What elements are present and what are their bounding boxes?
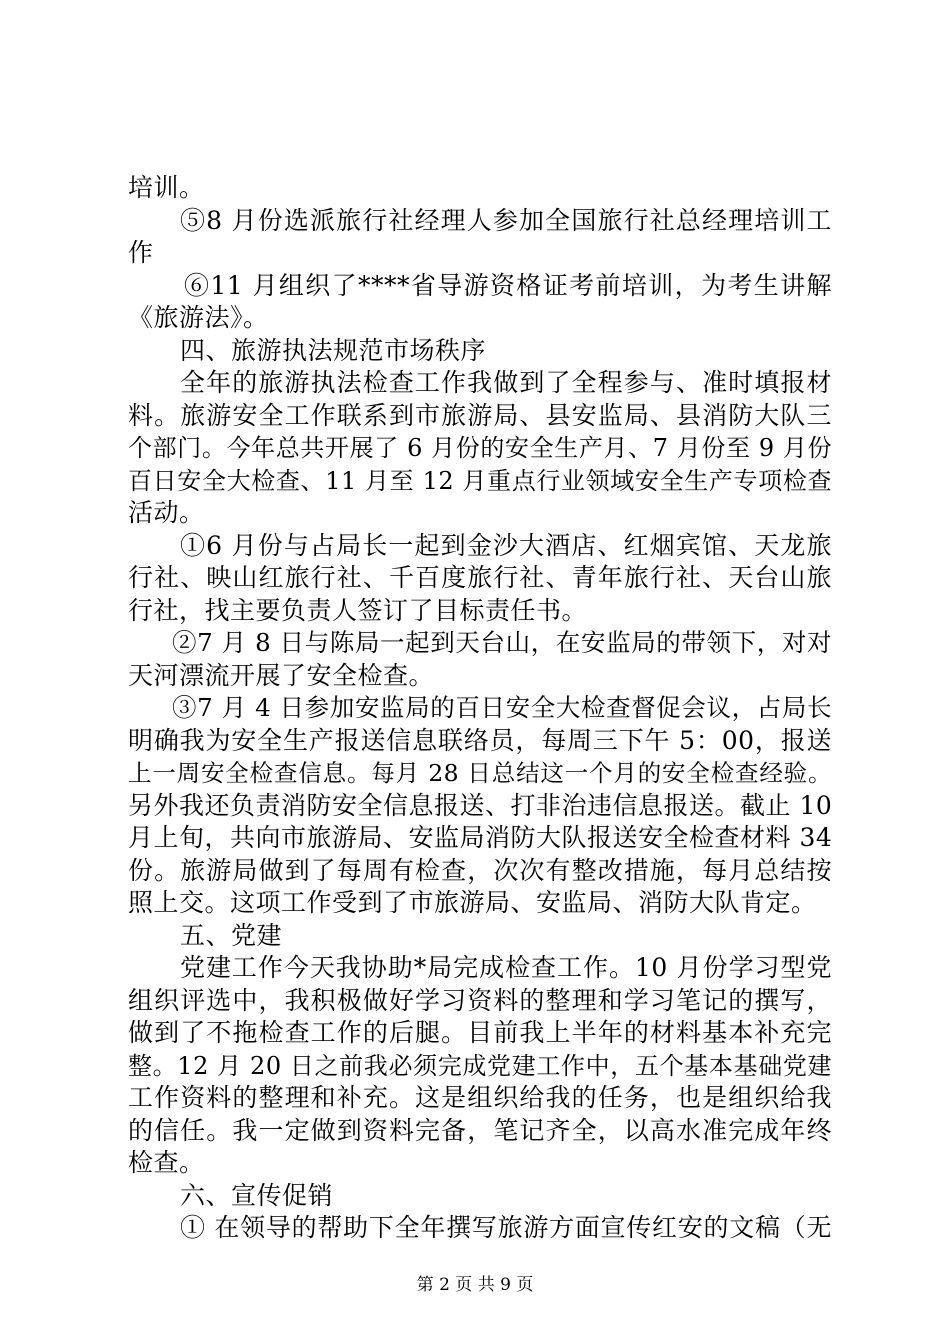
text-line: 个部门。今年总共开展了 6 月份的安全生产月、7 月份至 9 月份: [128, 434, 832, 462]
text-line: 全年的旅游执法检查工作我做到了全程参与、准时填报材: [180, 368, 832, 397]
text-line: 《旅游法》。: [128, 303, 269, 332]
text-line: 检查。: [128, 1148, 205, 1177]
text-line: 活动。: [128, 498, 205, 527]
text-line: 的信任。我一定做到资料完备，笔记齐全，以高水准完成年终: [128, 1115, 832, 1145]
text-line: 份。旅游局做到了每周有检查，次次有整改措施，每月总结按: [128, 855, 832, 885]
text-line: 月上旬，共向市旅游局、安监局消防大队报送安全检查材料 34: [128, 823, 833, 852]
text-line: ③7 月 4 日参加安监局的百日安全大检查督促会议，占局长: [172, 693, 832, 722]
text-line: 作: [128, 238, 154, 267]
text-line: 明确我为安全生产报送信息联络员，每周三下午 5：00，报送: [128, 725, 832, 755]
text-line: 整。12 月 20 日之前我必须完成党建工作中，五个基本基础党建: [128, 1051, 832, 1080]
text-line: ⑥11 月组织了****省导游资格证考前培训，为考生讲解: [184, 270, 832, 300]
text-line: 照上交。这项工作受到了市旅游局、安监局、消防大队肯定。: [128, 888, 817, 917]
text-line: 组织评选中，我积极做好学习资料的整理和学习笔记的撰写，: [128, 985, 832, 1015]
text-line: ②7 月 8 日与陈局一起到天台山，在安监局的带领下，对对: [172, 628, 832, 657]
text-line: 五、党建: [180, 920, 283, 950]
text-line: 天河漂流开展了安全检查。: [128, 660, 435, 690]
text-line: ① 在领导的帮助下全年撰写旅游方面宣传红安的文稿（无: [180, 1213, 832, 1242]
text-line: 百日安全大检查、11 月至 12 月重点行业领域安全生产专项检查: [128, 466, 832, 495]
text-line: 行社，找主要负责人签订了目标责任书。: [128, 595, 588, 625]
text-line: 党建工作今天我协助*局完成检查工作。10 月份学习型党: [180, 953, 832, 982]
text-line: 料。旅游安全工作联系到市旅游局、县安监局、县消防大队三: [128, 400, 832, 430]
text-line: 六、宣传促销: [180, 1180, 334, 1210]
text-line: ⑤8 月份选派旅行社经理人参加全国旅行社总经理培训工: [180, 205, 832, 235]
text-line: 工作资料的整理和补充。这是组织给我的任务，也是组织给我: [128, 1083, 832, 1112]
text-line: 另外我还负责消防安全信息报送、打非治违信息报送。截止 10: [128, 790, 833, 820]
text-line: 上一周安全检查信息。每月 28 日总结这一个月的安全检查经验。: [128, 759, 832, 787]
text-line: 做到了不拖检查工作的后腿。目前我上半年的材料基本补充完: [128, 1018, 832, 1047]
page-footer: 第 2 页 共 9 页: [416, 1275, 534, 1295]
text-line: 行社、映山红旅行社、千百度旅行社、青年旅行社、天台山旅: [128, 563, 832, 592]
text-line: 培训。: [128, 173, 205, 202]
document-body: [128, 172, 832, 1245]
text-line: ①6 月份与占局长一起到金沙大酒店、红烟宾馆、天龙旅: [180, 530, 832, 560]
text-line: 四、旅游执法规范市场秩序: [180, 335, 487, 365]
